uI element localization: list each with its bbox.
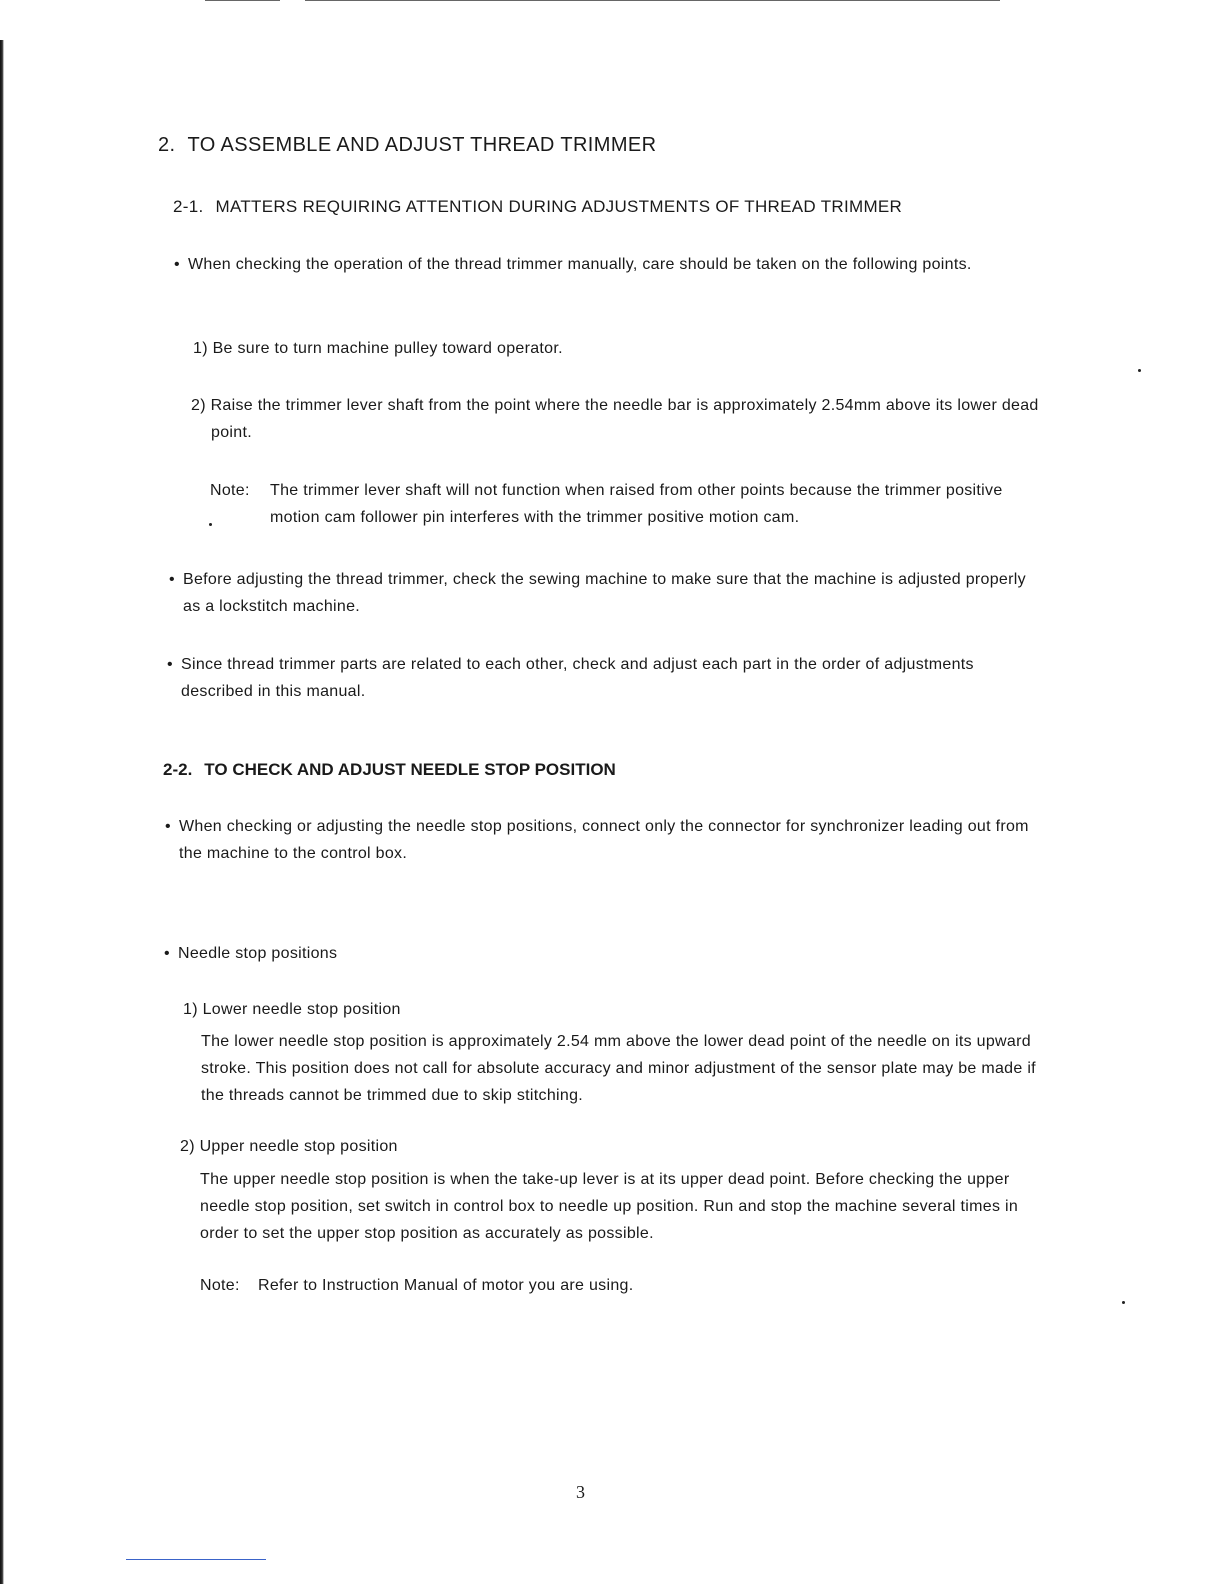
- bullet-parts-related: • Since thread trimmer parts are related to each other, check and adjust each part in the order of adjustments described in this manual.: [181, 651, 1041, 705]
- note-trimmer: [210, 477, 1050, 531]
- main-heading: [158, 134, 656, 157]
- speck: [1122, 1301, 1125, 1304]
- step-1-turn-pulley: 1) Be sure to turn machine pulley toward operator.: [193, 340, 563, 357]
- section-title-2-1: MATTERS REQUIRING ATTENTION DURING ADJUSTMENTS OF THREAD TRIMMER: [215, 197, 903, 216]
- bullet-manual-check: • When checking the operation of the thread trimmer manually, care should be taken on the following points.: [188, 251, 1048, 278]
- lower-stop-text: The lower needle stop position is approximately 2.54 mm above the lower dead point of the needle on its upward stroke. This position does not call for absolute accuracy and minor adjustment of the sensor plate may be made if the threads cannot be trimmed due to skip stitching.: [201, 1033, 1036, 1104]
- section-title-2-2: TO CHECK AND ADJUST NEEDLE STOP POSITION: [204, 760, 616, 779]
- speck: [1138, 369, 1141, 372]
- upper-stop-title: 2) Upper needle stop position: [180, 1138, 398, 1155]
- note-label: Note:: [210, 482, 250, 499]
- section-number-2-1: 2-1.: [173, 197, 204, 216]
- bullet-needle-stop-positions: • Needle stop positions: [178, 940, 1038, 967]
- section-heading-2-2: [163, 760, 616, 780]
- top-rule-left: [205, 0, 280, 1]
- scan-edge: [0, 40, 4, 1584]
- bullet-connector: • When checking or adjusting the needle stop positions, connect only the connector for synchronizer leading out from the machine to the control box.: [179, 813, 1039, 867]
- lower-stop-title: 1) Lower needle stop position: [183, 1001, 401, 1018]
- page-number: 3: [576, 1482, 585, 1502]
- bullet-before-adjusting: • Before adjusting the thread trimmer, check the sewing machine to make sure that the machine is adjusted properly as a lockstitch machine.: [183, 566, 1043, 620]
- step-2-raise-shaft: 2) Raise the trimmer lever shaft from the point where the needle bar is approximately 2.54mm above its lower dead point.: [191, 397, 1039, 441]
- note-text-2: Refer to Instruction Manual of motor you are using.: [258, 1277, 634, 1294]
- note-motor-manual: [200, 1272, 1040, 1299]
- section-number-2-2: 2-2.: [163, 760, 193, 779]
- note-text: The trimmer lever shaft will not function when raised from other points because the trimmer positive motion cam follower pin interferes with the trimmer positive motion cam.: [270, 482, 1003, 526]
- upper-stop-text: The upper needle stop position is when the take-up lever is at its upper dead point. Before checking the upper needle stop position, set switch in control box to needle up position. Run and stop the machine several times in order to set the upper stop position as accurately as possible.: [200, 1171, 1019, 1242]
- section-heading-2-1: [173, 197, 902, 217]
- top-rule-right: [305, 0, 1000, 1]
- main-heading-number: 2.: [158, 134, 176, 156]
- main-heading-title: TO ASSEMBLE AND ADJUST THREAD TRIMMER: [187, 134, 657, 156]
- note-label-2: Note:: [200, 1277, 240, 1294]
- bottom-rule: [126, 1559, 266, 1560]
